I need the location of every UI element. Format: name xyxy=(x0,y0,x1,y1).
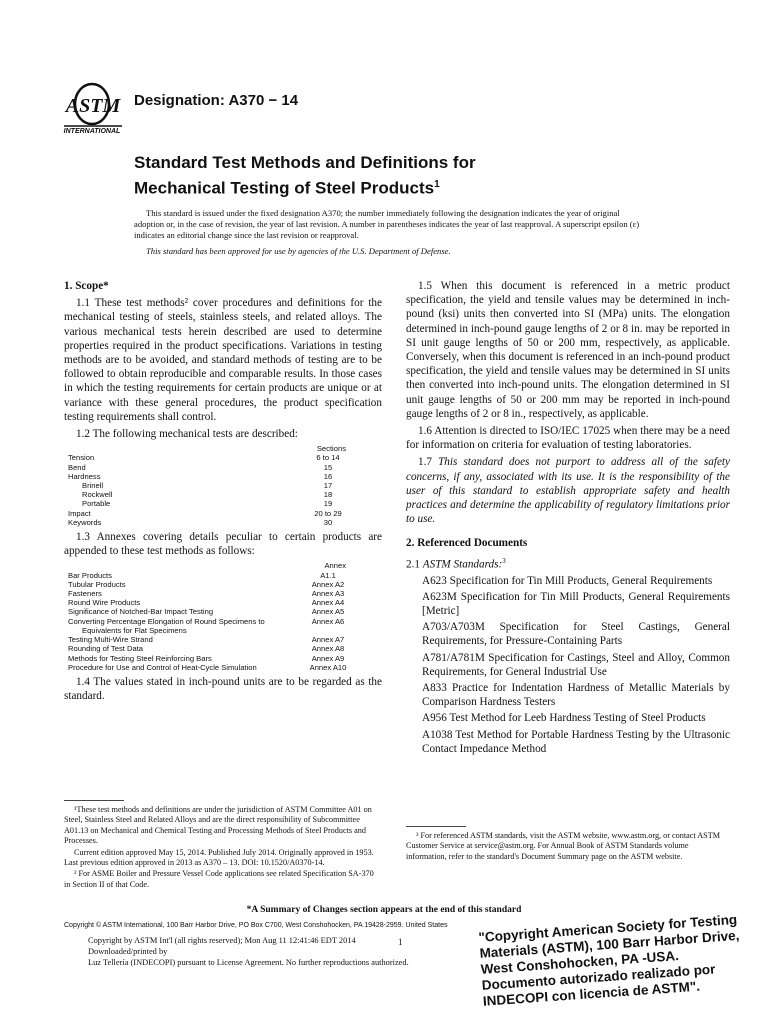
annex-header: Annex xyxy=(324,561,346,571)
test-sections: 19 xyxy=(323,499,333,509)
annex-value: Annex A3 xyxy=(311,589,345,599)
reference-item: A833 Practice for Indentation Hardness of Metallic Materials by Comparison Hardness Testers xyxy=(422,682,730,709)
tests-row xyxy=(68,463,368,472)
annex-name: Bar Products xyxy=(68,570,112,580)
tests-row xyxy=(68,509,368,518)
tests-row xyxy=(68,472,368,481)
astm-standards-label: ASTM Standards: xyxy=(422,558,503,571)
intro-notice xyxy=(134,208,650,262)
footnote-1: ¹These test methods and definitions are under the jurisdiction of ASTM Committee A01 on Steel, Stainless Steel and Related Alloys and are the direct responsibility of Subcommittee A01.13 on Mechanical and Chemical Testing and Processing Methods of Steel Products and Processes. xyxy=(64,805,372,846)
annex-row xyxy=(68,580,368,589)
annex-name: Converting Percentage Elongation of Round Specimens to xyxy=(68,616,265,626)
annex-name: Testing Multi-Wire Strand xyxy=(68,635,153,645)
annex-row xyxy=(68,607,368,616)
tests-row xyxy=(68,481,368,490)
para-1-2: 1.2 The following mechanical tests are described: xyxy=(76,428,298,441)
ref-list xyxy=(406,554,730,756)
dod-approval: This standard has been approved for use by agencies of the U.S. Department of Defense. xyxy=(146,246,451,256)
title-footnote-mark: 1 xyxy=(434,179,440,190)
tests-table xyxy=(68,444,368,527)
download-line-2: Downloaded/printed by xyxy=(88,947,168,956)
reference-item: A781/A781M Specification for Castings, Steel and Alloy, Common Requirements, for General Industrial Use xyxy=(422,651,730,678)
annex-value: A1.1 xyxy=(320,570,336,580)
annex-name: Methods for Testing Steel Reinforcing Bars xyxy=(68,653,212,663)
test-sections: 6 to 14 xyxy=(316,453,340,463)
download-line-3: Luz Tellería (INDECOPI) pursuant to License Agreement. No further reproductions authorized. xyxy=(88,958,409,967)
para-1-5: 1.5 When this document is referenced in a metric product specification, the yield and tensile values may be determined in inch-pound (ksi) units then converted into SI (MPa) units. The elongation determined in inch-pound gauge lengths of 2 or 8 in. may be reported in SI unit gauge lengths of 50 or 200 mm, respectively, as applicable. Conversely, when this document is referenced in an inch-pound product specification, the yield and tensile values may be determined in SI units then converted into inch-pound units. The elongation determined in SI unit gauge lengths of 50 or 200 mm may be reported in inch-pound gauge lengths of 2 or 8 in., respectively, as applicable. xyxy=(406,280,730,420)
annex-name: Procedure for Use and Control of Heat-Cycle Simulation xyxy=(68,662,257,672)
document-title xyxy=(134,152,654,200)
annex-table xyxy=(68,561,368,671)
annex-value: Annex A5 xyxy=(311,607,345,617)
tests-row xyxy=(68,453,368,462)
annex-row xyxy=(68,617,368,626)
test-sections: 30 xyxy=(323,517,333,527)
astm-logo xyxy=(62,80,126,138)
right-column xyxy=(406,279,730,758)
left-footnotes xyxy=(64,800,382,891)
test-sections: 16 xyxy=(323,471,333,481)
ref-heading: 2. Referenced Documents xyxy=(406,537,528,550)
intro-paragraph: This standard is issued under the fixed designation A370; the number immediately following the designation indicates the year of original adoption or, in the case of revision, the year of last revision. A number in parentheses indicates the year of last reapproval. A superscript epsilon (ε) indicates an editorial change since the last revision or reapproval. xyxy=(134,208,640,240)
reference-item: A956 Test Method for Leeb Hardness Testing of Steel Products xyxy=(422,712,706,725)
test-name: Hardness xyxy=(68,471,101,481)
footnote-1b: Current edition approved May 15, 2014. Published July 2014. Originally approved in 1953. Last previous edition approved in 2013 as A370 – 13. DOI: 10.1520/A0370-14. xyxy=(64,847,374,868)
annex-row xyxy=(68,654,368,663)
tests-row xyxy=(68,490,368,499)
para-1-4: 1.4 The values stated in inch-pound units are to be regarded as the standard. xyxy=(64,675,382,703)
annex-row xyxy=(68,644,368,653)
copyright-line: Copyright © ASTM International, 100 Barr Harbor Drive, PO Box C700, West Conshohocken, PA 19428-2959. United States xyxy=(64,922,448,929)
annex-value: Annex A9 xyxy=(311,653,345,663)
test-sections: 18 xyxy=(323,490,333,500)
annex-value: Annex A2 xyxy=(311,579,345,589)
annex-value: Annex A7 xyxy=(311,635,345,645)
title-line-2: Mechanical Testing of Steel Products xyxy=(134,178,435,198)
download-line-1: Copyright by ASTM Int'l (all rights reserved); Mon Aug 11 12:41:46 EDT 2014 xyxy=(88,936,356,945)
para-1-7-text: This standard does not purport to address all of the safety concerns, if any, associated with its use. It is the responsibility of the user of this standard to establish appropriate safety and health practices and determine the applicability of regulatory limitations prior to use. xyxy=(406,456,730,526)
annex-row xyxy=(68,635,368,644)
para-1-7-num: 1.7 xyxy=(418,456,439,469)
right-footnotes xyxy=(406,826,730,862)
test-name: Portable xyxy=(82,499,111,509)
annex-name: Fasteners xyxy=(68,589,102,599)
annex-value: Annex A8 xyxy=(311,644,345,654)
test-name: Rockwell xyxy=(82,490,113,500)
test-sections: 20 to 29 xyxy=(314,508,342,518)
test-name: Keywords xyxy=(68,517,102,527)
test-sections: 17 xyxy=(323,481,333,491)
tests-row xyxy=(68,518,368,527)
page-number: 1 xyxy=(398,937,403,947)
footnote-3: ³ For referenced ASTM standards, visit the ASTM website, www.astm.org, or contact ASTM Customer Service at service@astm.org. For Annual Book of ASTM Standards volume information, refer to the standard's Document Summary page on the ASTM website. xyxy=(406,831,720,861)
annex-value: Annex A10 xyxy=(309,662,347,672)
para-1-3: 1.3 Annexes covering details peculiar to certain products are appended to these test methods as follows: xyxy=(64,531,382,558)
tests-row xyxy=(68,499,368,508)
scope-heading: 1. Scope* xyxy=(64,280,109,292)
logo-subtext: INTERNATIONAL xyxy=(63,128,121,135)
para-1-6: 1.6 Attention is directed to ISO/IEC 17025 when there may be a need for information on criteria for evaluation of testing laboratories. xyxy=(406,425,730,452)
annex-name: Significance of Notched-Bar Impact Testing xyxy=(68,607,214,617)
annex-row xyxy=(68,598,368,607)
footnote-2: ² For ASME Boiler and Pressure Vessel Code applications see related Specification SA-370 in Section II of that Code. xyxy=(64,869,374,889)
test-sections: 15 xyxy=(323,462,333,472)
left-column xyxy=(64,279,382,706)
annex-row xyxy=(68,571,368,580)
para-1-7 xyxy=(406,455,730,526)
reference-item: A623M Specification for Tin Mill Products, General Requirements [Metric] xyxy=(422,590,730,617)
reference-item: A1038 Test Method for Portable Hardness Testing by the Ultrasonic Contact Impedance Method xyxy=(422,728,730,755)
annex-name: Round Wire Products xyxy=(68,598,141,608)
copyright-stamp: "Copyright American Society for Testing Materials (ASTM), 100 Barr Harbor Drive, West Conshohocken, PA -USA. Documento autorizado realizado por INDECOPI con licencia de ASTM". xyxy=(478,911,740,1009)
title-line-1: Standard Test Methods and Definitions for xyxy=(134,153,476,172)
test-name: Tension xyxy=(68,453,95,463)
tests-header: Sections xyxy=(316,444,346,454)
annex-name: Rounding of Test Data xyxy=(68,644,144,654)
annex-name: Tubular Products xyxy=(68,579,126,589)
annex-continuation: Equivalents for Flat Specimens xyxy=(82,625,187,635)
test-name: Impact xyxy=(68,508,91,518)
reference-item: A703/A703M Specification for Steel Castings, General Requirements, for Pressure-Containing Parts xyxy=(422,621,730,648)
annex-row xyxy=(68,663,368,672)
annex-value: Annex A6 xyxy=(311,616,345,626)
para-1-1: 1.1 These test methods² cover procedures and definitions for the mechanical testing of steels, stainless steels, and related alloys. The various mechanical tests herein described are used to determine properties required in the product specifications. Variations in testing methods are to be avoided, and standard methods of testing are to be followed to obtain reproducible and comparable results. In those cases in which the testing requirements for certain products are unique or at variance with these general procedures, the product specification testing requirements shall control. xyxy=(64,297,382,423)
download-info xyxy=(88,935,418,968)
para-2-1-num: 2.1 xyxy=(406,558,423,571)
reference-item: A623 Specification for Tin Mill Products, General Requirements xyxy=(422,574,713,587)
designation: Designation: A370 − 14 xyxy=(134,92,299,109)
annex-row xyxy=(68,589,368,598)
test-name: Bend xyxy=(68,462,86,472)
test-name: Brinell xyxy=(82,481,104,491)
summary-note: *A Summary of Changes section appears at the end of this standard xyxy=(246,905,522,915)
annex-value: Annex A4 xyxy=(311,598,345,608)
footnote-rule-2 xyxy=(406,826,466,827)
fn3-mark: 3 xyxy=(502,556,506,565)
footnote-rule xyxy=(64,800,124,801)
logo-letters: ASTM xyxy=(65,95,121,117)
para-2-1 xyxy=(406,554,730,572)
